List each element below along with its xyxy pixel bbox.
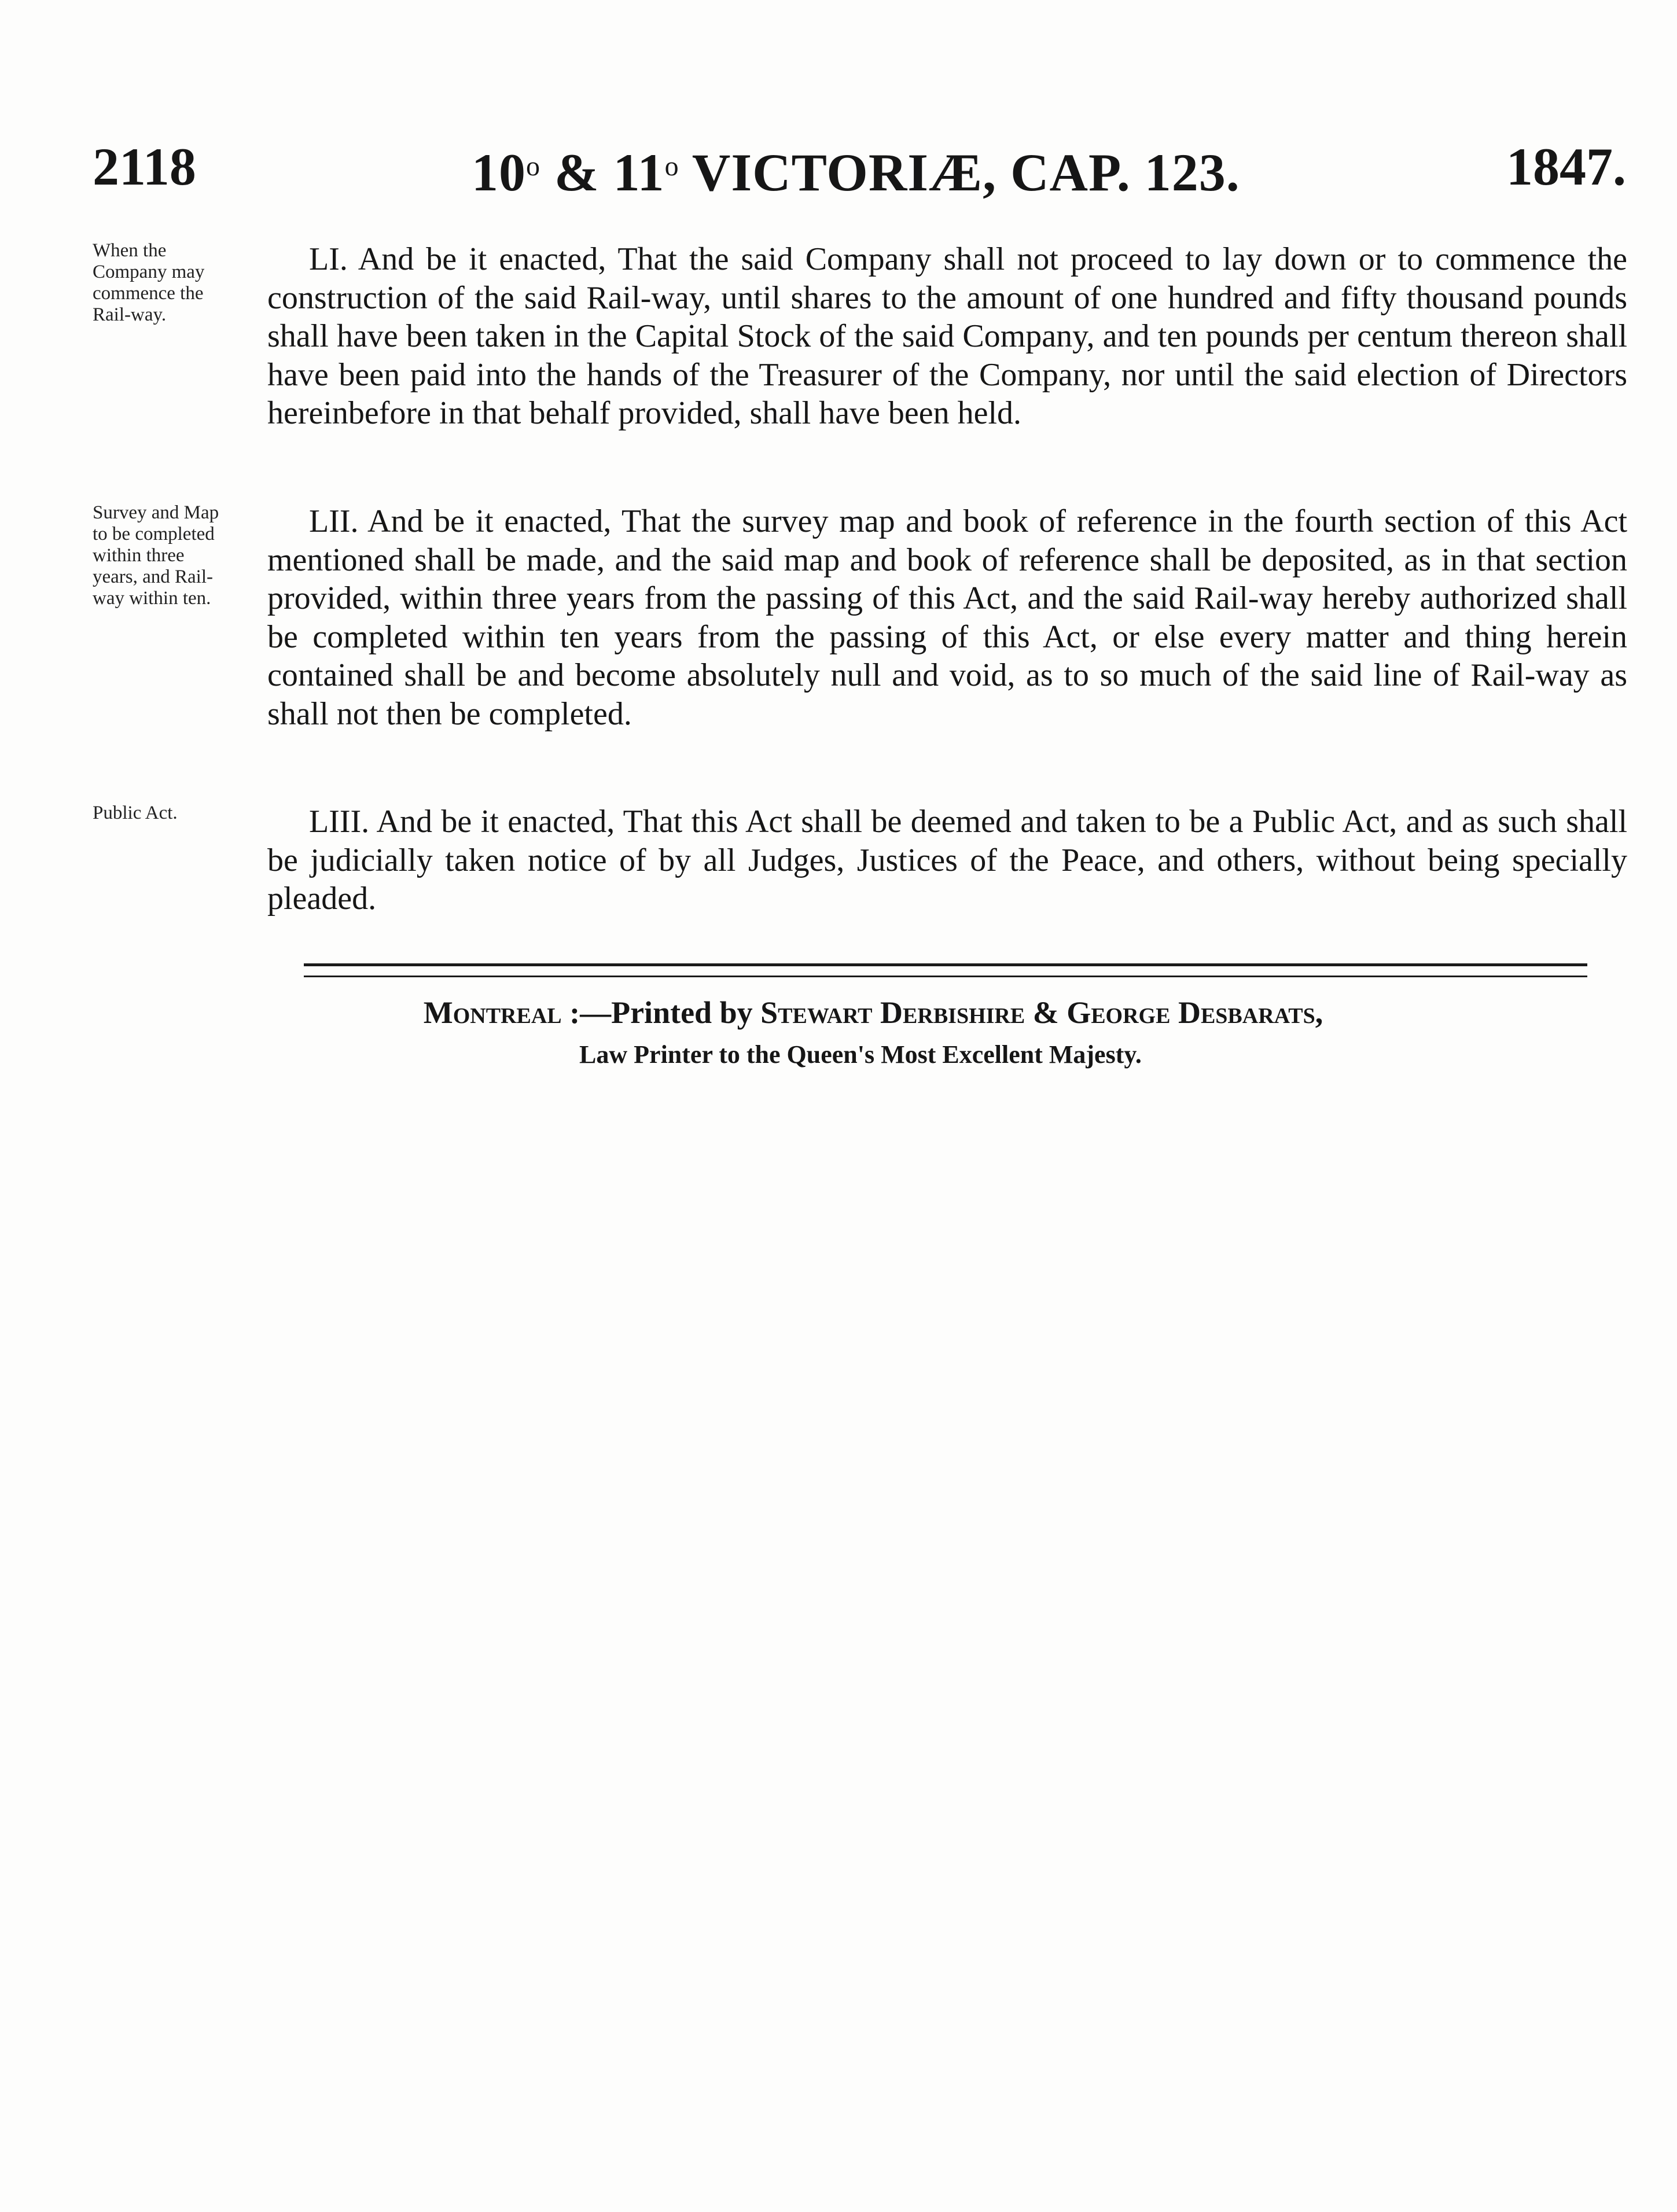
- page-header: [93, 132, 1626, 201]
- imprint-city: Montreal: [423, 995, 562, 1030]
- title-part1: 10: [472, 143, 526, 202]
- title-sup1: o: [526, 151, 540, 182]
- imprint-line-1: [0, 992, 1677, 1033]
- page-title: [472, 132, 1240, 207]
- margin-note: Survey and Map to be completed within three years, and Rail-way within ten.: [93, 502, 219, 609]
- section-text: LI. And be it enacted, That the said Company shall not proceed to lay down or to commence the construction of the said Rail-way, until shares to the amount of one hundred and fifty thousand pounds shall have been taken in the Capital Stock of the said Company, and ten pounds per centum thereon shall have been paid into the hands of the Treasurer of the Company, nor until the said election of Directors hereinbefore in that behalf provided, shall have been held.: [267, 241, 1627, 431]
- section-text: LII. And be it enacted, That the survey map and book of reference in the fourth section of this Act mentioned shall be made, and the said map and book of reference shall be deposited, as in that section provided, within three years from the passing of this Act, and the said Rail-way hereby authorized shall be completed within ten years from the passing of this Act, or else every matter and thing herein contained shall be and become absolutely null and void, as to so much of the said line of Rail-way as shall not then be completed.: [267, 503, 1627, 732]
- imprint-printer-1: Stewart Derbishire: [760, 995, 1025, 1030]
- imprint-printer-2: George Desbarats,: [1066, 995, 1323, 1030]
- margin-note: When the Company may commence the Rail-way.: [93, 240, 205, 325]
- title-amp: & 11: [540, 143, 665, 202]
- header-year: 1847.: [1506, 137, 1626, 196]
- imprint-printed-by: :—Printed by: [561, 995, 761, 1030]
- title-part2: VICTORIÆ, CAP. 123.: [679, 143, 1240, 202]
- title-sup2: o: [664, 151, 679, 182]
- imprint-line-2-text: Law Printer to the Queen's Most Excellent Majesty.: [579, 1040, 1142, 1069]
- imprint-amp: &: [1025, 995, 1067, 1030]
- margin-note: Public Act.: [93, 803, 178, 823]
- section-text: LIII. And be it enacted, That this Act shall be deemed and taken to be a Public Act, and as such shall be judicially taken notice of by all Judges, Justices of the Peace, and others, without being specially pleaded.: [267, 804, 1627, 917]
- imprint-line-2: [0, 1037, 1677, 1072]
- divider-rule: [304, 963, 1587, 977]
- page-number: 2118: [93, 137, 196, 196]
